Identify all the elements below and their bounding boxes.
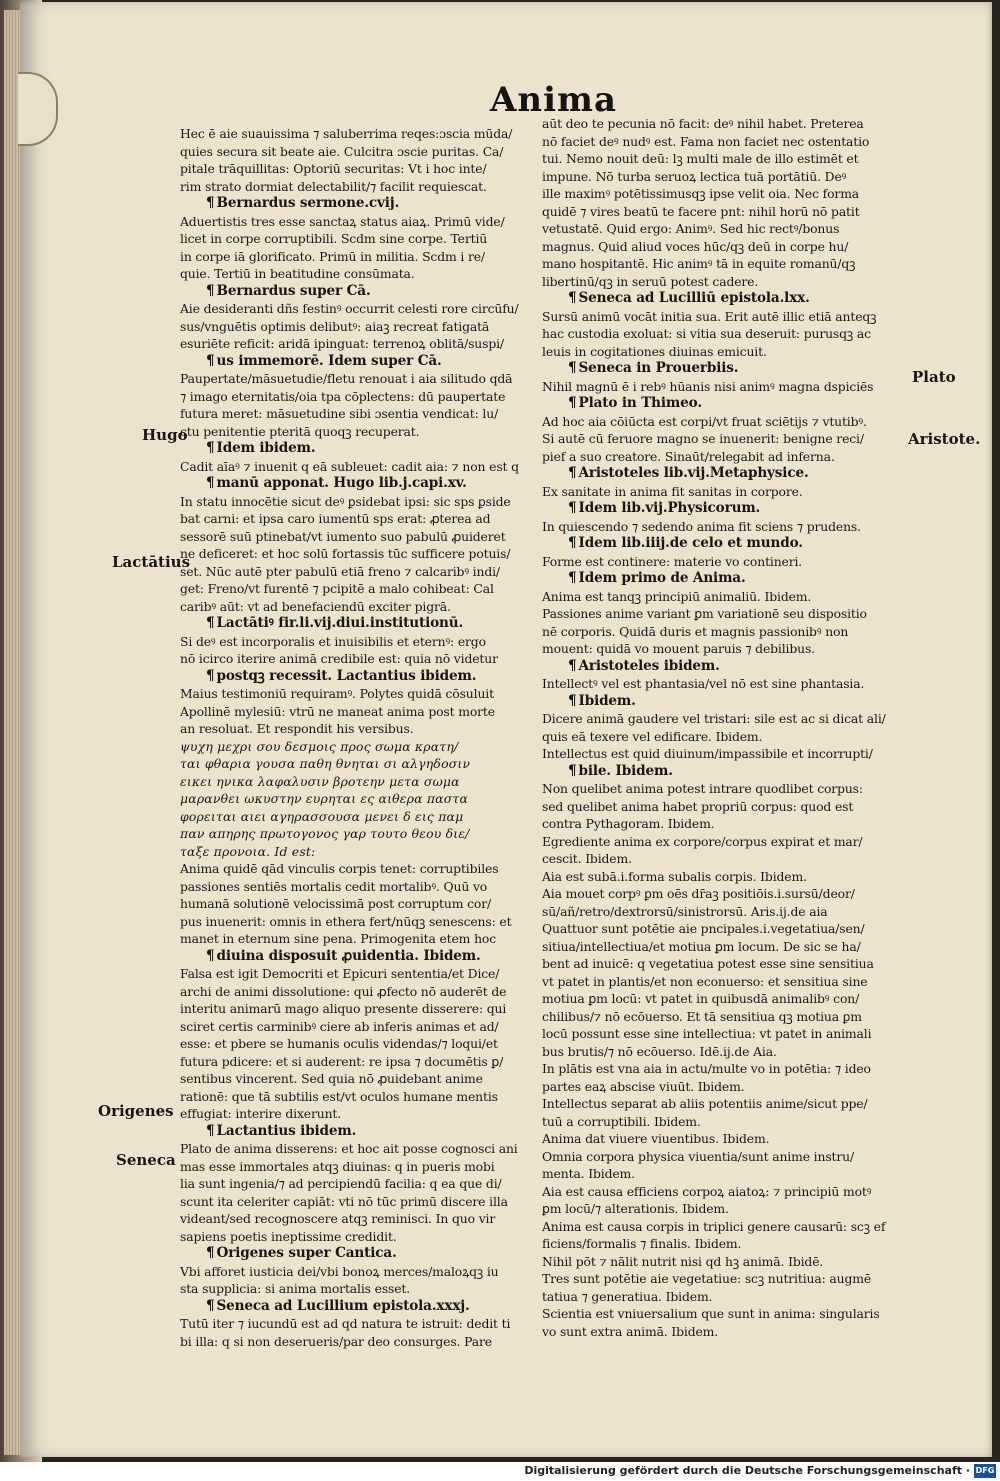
source-heading: ¶ Plato in Thimeo. xyxy=(542,395,912,413)
text-column-right xyxy=(542,115,912,1340)
text-line: an resoluat. Et respondit his versibus. xyxy=(180,721,414,736)
text-line: sū/añ/retro/dextrorsū/sinistrorsū. Aris.ij.de aia xyxy=(542,903,828,919)
text-line: ⁊ imago eternitatis/oia tpa cōplectens: dū paupertate xyxy=(180,388,506,404)
margin-name-hugo: Hugo xyxy=(142,426,188,444)
text-line: ταξε προνοια. Id est: xyxy=(180,843,316,859)
text-line: Scientia est vniuersalium que sunt in anima: singularis xyxy=(542,1306,880,1321)
text-line: bat carni: et ipsa caro iumentū sps erat: ꝓterea ad xyxy=(180,511,491,526)
text-line: caribꝰ aūt: vt ad benefaciendū exciter pigrā. xyxy=(180,598,451,614)
text-line: μαρανθει ωκυστην ευρηται ες αιθερα παστα xyxy=(180,791,469,806)
text-line: ψυχη μεχρι σου δεσμοις προς σωμα κρατη/ xyxy=(180,738,459,754)
text-line: quis eā texere vel edificare. Ibidem. xyxy=(542,728,763,744)
source-heading: ¶ Idem primo de Anima. xyxy=(542,570,912,588)
page-heading: Anima xyxy=(490,80,618,120)
text-line: In statu innocētie sicut deꝰ ꝑsidebat ipsi: sic sps ꝑside xyxy=(180,493,511,509)
text-line: Aduertistis tres esse sanctaꝝ status aiaꝝ. Primū vide/ xyxy=(180,213,505,229)
text-line: videant/sed recognoscere atqꝫ reminisci. In quo vir xyxy=(180,1211,496,1226)
text-line: Forme est continere: materie vo contineri. xyxy=(542,553,803,569)
page-clip xyxy=(18,72,58,146)
text-line: quidē ⁊ vires beatū te facere pnt: nihil horū nō patit xyxy=(542,203,860,219)
text-line: Vbi afforet iusticia dei/vbi bonoꝝ merces/maloꝝqꝫ iu xyxy=(180,1263,499,1279)
text-line: libertinū/qꝫ in seruū potest cadere. xyxy=(542,273,759,289)
text-line: quie. Tertiū in beatitudine consūmata. xyxy=(180,266,415,281)
text-line: futura pdicere: et si auderent: re ipsa ⁊ documētis ꝑ/ xyxy=(180,1053,504,1069)
text-line: nō faciet deꝰ nudꝰ est. Fama non faciet nec ostentatio xyxy=(542,133,870,149)
text-line: tui. Nemo nouit deū: lꝫ multi male de illo estimēt et xyxy=(542,151,859,166)
text-line: sed quelibet anima habet propriū corpus: quod est xyxy=(542,798,854,814)
source-heading: ¶ diuina disposuit ꝓuidentia. Ibidem. xyxy=(180,948,532,966)
text-line: esse: et pbere se humanis oculis videndas/⁊ loqui/et xyxy=(180,1036,498,1051)
footer-bar xyxy=(0,1462,1000,1481)
text-line: leuis in cogitationes diuinas emicuit. xyxy=(542,343,767,359)
text-line: Maius testimoniū requiramꝰ. Polytes quidā cōsuluit xyxy=(180,686,494,701)
text-line: locū possunt esse sine intellectiua: vt patet in animali xyxy=(542,1026,872,1041)
source-heading: ¶ postqꝫ recessit. Lactantius ibidem. xyxy=(180,668,532,686)
text-line: nō icirco iterire animā credibile est: quia nō videtur xyxy=(180,651,498,666)
text-line: mouent: quidā vo mouent paruis ⁊ debilibus. xyxy=(542,641,815,656)
source-heading: ¶ Origenes super Cantica. xyxy=(180,1245,532,1263)
text-line: Tres sunt potētie aie vegetatiue: scꝫ nutritiua: augmē xyxy=(542,1271,872,1286)
text-line: Aie desideranti dñs festinꝰ occurrit celesti rore circūfu/ xyxy=(180,301,519,316)
text-line: get: Freno/vt furentē ⁊ pcipitē a malo cohibeat: Cal xyxy=(180,581,494,596)
text-line: Anima dat viuere viuentibus. Ibidem. xyxy=(542,1131,770,1146)
text-line: sitiua/intellectiua/et motiua ꝑm locum. De sic se ha/ xyxy=(542,938,861,954)
text-line: magnus. Quid aliud voces hūc/qꝫ deū in corpe hu/ xyxy=(542,238,849,254)
text-line: quies secura sit beate aie. Culcitra ɔscie puritas. Ca/ xyxy=(180,143,504,159)
margin-name-seneca: Seneca xyxy=(116,1151,176,1169)
text-line: Cadit aīaꝰ ⁊ inuenit q eā subleuet: cadit aia: ⁊ non est q xyxy=(180,458,519,474)
text-line: vo sunt extra animā. Ibidem. xyxy=(542,1323,719,1339)
text-line: Egrediente anima ex corpore/corpus expirat et mar/ xyxy=(542,833,863,849)
text-line: Intellectus est quid diuinum/impassibile et incorrupti/ xyxy=(542,746,873,761)
text-line: tuū a corruptibili. Ibidem. xyxy=(542,1113,701,1129)
source-heading: ¶ Lactātiꝰ fir.li.vij.diui.institutionū. xyxy=(180,615,532,633)
source-heading: ¶ us immemorē. Idem super Cā. xyxy=(180,353,532,371)
text-line: sessorē suū ptinebat/vt iumento suo pabulū ꝓuideret xyxy=(180,528,506,544)
text-line: contra Pythagoram. Ibidem. xyxy=(542,816,715,831)
text-line: bent ad inuicē: q vegetatiua potest esse sine sensitiua xyxy=(542,956,874,971)
text-line: esuriēte reficit: aridā ipinguat: terrenoꝝ oblitā/suspi/ xyxy=(180,336,504,351)
dfg-logo-icon: DFG xyxy=(974,1464,996,1478)
source-heading: ¶ Seneca in Prouerbiis. xyxy=(542,360,912,378)
text-line: In plātis est vna aia in actu/multe vo in potētia: ⁊ ideo xyxy=(542,1061,871,1076)
text-line: In quiescendo ⁊ sedendo anima fit sciens ⁊ prudens. xyxy=(542,518,861,534)
text-line: pitale trāquillitas: Optoriū securitas: Vt i hoc inte/ xyxy=(180,161,487,176)
text-column-left xyxy=(180,125,532,1350)
text-line: sentibus vincerent. Sed quia nō ꝓuidebant anime xyxy=(180,1071,483,1086)
text-line: chilibus/⁊ nō ecōuerso. Et tā sensitiua qꝫ motiua ꝑm xyxy=(542,1008,862,1024)
text-line: φορειται αιει αγηρασσουσα μενει δ εις παμ xyxy=(180,808,464,824)
text-line: Quattuor sunt potētie aie pncipales.i.vegetatiua/sen/ xyxy=(542,921,865,936)
text-line: Anima quidē qād vinculis corpis tenet: corruptibiles xyxy=(180,861,499,876)
source-heading: ¶ Lactantius ibidem. xyxy=(180,1123,532,1141)
text-line: Aia est causa efficiens corpoꝝ aiatoꝝ: ⁊ principiū motꝰ xyxy=(542,1183,872,1199)
text-line: Dicere animā gaudere vel tristari: sile est ac si dicat ali/ xyxy=(542,711,886,726)
text-line: sus/vnguētis optimis delibutꝰ: aiaꝫ recreat fatigatā xyxy=(180,318,490,334)
text-line: Aia mouet corpꝰ ꝑm oēs dr̄aꝫ positiōis.i.sursū/deor/ xyxy=(542,886,855,901)
source-heading: ¶ Idem lib.vij.Physicorum. xyxy=(542,500,912,518)
source-heading: ¶ Ibidem. xyxy=(542,693,912,711)
text-line: Intellectꝰ vel est phantasia/vel nō est sine phantasia. xyxy=(542,676,865,691)
text-line: Hec ē aie suauissima ⁊ saluberrima reqes:ɔscia mūda/ xyxy=(180,126,513,141)
text-line: Passiones anime variant ꝑm variationē seu dispositio xyxy=(542,606,867,621)
text-line: sapiens poetis ineptissime credidit. xyxy=(180,1228,397,1244)
text-line: mano hospitantē. Hic animꝰ tā in equite romanū/qꝫ xyxy=(542,256,856,271)
text-line: Falsa est igit Democriti et Epicuri sententia/et Dice/ xyxy=(180,966,500,981)
text-line: Si deꝰ est incorporalis et inuisibilis et eternꝰ: ergo xyxy=(180,633,486,649)
text-line: Non quelibet anima potest intrare quodlibet corpus: xyxy=(542,781,863,796)
text-line: in corpe iā glorificato. Primū in militia. Scdm i re/ xyxy=(180,248,485,264)
text-line: vt patet in plantis/et non econuerso: et sensitiua sine xyxy=(542,973,868,989)
text-line: nē corporis. Quidā duris et magnis passionibꝰ non xyxy=(542,623,849,639)
text-line: ficiens/formalis ⁊ finalis. Ibidem. xyxy=(542,1236,742,1251)
text-line: manet in eternum sine pena. Primogenita etem hoc xyxy=(180,931,497,946)
text-line: sta supplicia: si anima mortalis esset. xyxy=(180,1281,411,1296)
text-line: scunt ita celeriter capiāt: vti nō tūc primū discere illa xyxy=(180,1193,508,1209)
source-heading: ¶ manū apponat. Hugo lib.j.capi.xv. xyxy=(180,475,532,493)
text-line: interitu animarū mago aliquo presente disserere: qui xyxy=(180,1001,507,1016)
text-line: Anima est causa corpis in triplici genere causarū: scꝫ ef xyxy=(542,1218,886,1234)
text-line: Plato de anima disserens: et hoc ait posse cognosci ani xyxy=(180,1141,518,1156)
text-line: Omnia corpora physica viuentia/sunt anime instru/ xyxy=(542,1148,854,1164)
text-line: vetustatē. Quid ergo: Animꝰ. Sed hic rectꝰ/bonus xyxy=(542,221,840,236)
text-line: licet in corpe corruptibili. Scdm sine corpe. Tertiū xyxy=(180,231,488,246)
margin-name-aristoteles: Aristote. xyxy=(908,430,981,448)
text-line: ται φθαρια γουσα παθη θνηται σι αλγηδοσιν xyxy=(180,756,471,771)
margin-name-lactantius: Lactātius xyxy=(112,553,191,571)
text-line: Tutū iter ⁊ iucundū est ad qd natura te istruit: dedit ti xyxy=(180,1316,511,1331)
source-heading: ¶ Idem ibidem. xyxy=(180,440,532,458)
text-line: ille maximꝰ potētissimusqꝫ ipse velit oia. Nec forma xyxy=(542,186,860,201)
text-line: pief a suo creatore. Sinaūt/relegabit ad inferna. xyxy=(542,448,835,464)
funding-notice: Digitalisierung gefördert durch die Deutsche Forschungsgemeinschaft · xyxy=(524,1464,970,1477)
text-line: sciret certis carminibꝰ ciere ab inferis animas et ad/ xyxy=(180,1018,499,1034)
text-line: partes eaꝝ abscise viuūt. Ibidem. xyxy=(542,1078,745,1094)
source-heading: ¶ Seneca ad Lucilliū epistola.lxx. xyxy=(542,290,912,308)
text-line: mas esse immortales atqꝫ diuinas: q in pueris mobi xyxy=(180,1158,495,1174)
text-line: impune. Nō turba seruoꝝ lectica tuā portātiū. Deꝰ xyxy=(542,168,847,184)
text-line: Sursū animū vocāt initia sua. Erit autē illic etiā anteqꝫ xyxy=(542,308,877,324)
text-line: Aia est subā.i.forma subalis corpis. Ibidem. xyxy=(542,868,807,884)
text-line: menta. Ibidem. xyxy=(542,1166,635,1181)
text-line: Nihil magnū ē i rebꝰ hūanis nisi animꝰ magna dspiciēs xyxy=(542,378,874,394)
text-line: futura meret: māsuetudine sibi ɔsentia vendicat: lu/ xyxy=(180,406,499,421)
text-line: Intellectus separat ab aliis potentiis anime/sicut ppe/ xyxy=(542,1096,868,1111)
margin-name-plato: Plato xyxy=(912,368,956,386)
text-line: Apollinē mylesiū: vtrū ne maneat anima post morte xyxy=(180,703,495,719)
text-line: Paupertate/māsuetudie/fletu renouat i aia silitudo qdā xyxy=(180,371,513,386)
text-line: Ex sanitate in anima fit sanitas in corpore. xyxy=(542,483,803,499)
source-heading: ¶ Idem lib.iiij.de celo et mundo. xyxy=(542,535,912,553)
text-line: rim strato dormiat delectabilit/⁊ facilit requiescat. xyxy=(180,178,487,194)
text-line: motiua ꝑm locū: vt patet in quibusdā animalibꝰ con/ xyxy=(542,991,860,1006)
source-heading: ¶ Aristoteles ibidem. xyxy=(542,658,912,676)
text-line: archi de animi dissolutione: qui ꝓfecto nō auderēt de xyxy=(180,983,507,999)
text-line: rationē: que tā subtilis est/vt oculos humane mentis xyxy=(180,1088,498,1104)
source-heading: ¶ Seneca ad Lucillium epistola.xxxj. xyxy=(180,1298,532,1316)
text-line: lia sunt ingenia/⁊ ad percipiendū facilia: q ea que di/ xyxy=(180,1176,502,1191)
source-heading: ¶ Bernardus super Cā. xyxy=(180,283,532,301)
text-line: humanā solutionē velocissimā post corruptum cor/ xyxy=(180,896,492,911)
source-heading: ¶ Aristoteles lib.vij.Metaphysice. xyxy=(542,465,912,483)
text-line: tatiua ⁊ generatiua. Ibidem. xyxy=(542,1288,713,1304)
text-line: ctu penitentie pteritā quoqꝫ recuperat. xyxy=(180,423,420,439)
margin-name-origenes: Origenes xyxy=(98,1102,174,1120)
text-line: bi illa: q si non deserueris/par deo consurges. Pare xyxy=(180,1333,492,1349)
text-line: set. Nūc autē pter pabulū etiā freno ⁊ calcaribꝰ indi/ xyxy=(180,563,500,579)
text-line: παν απηρης πρωτογονος γαρ τουτο θεου διε/ xyxy=(180,826,470,841)
source-heading: ¶ bile. Ibidem. xyxy=(542,763,912,781)
text-line: pus inuenerit: omnis in ethera fert/nūqꝫ senescens: et xyxy=(180,913,512,929)
text-line: aūt deo te pecunia nō facit: deꝰ nihil habet. Preterea xyxy=(542,116,864,131)
text-line: passiones sentiēs mortalis cedit mortalibꝰ. Quū vo xyxy=(180,878,488,894)
text-line: Si autē cū feruore magno se inuenerit: benigne reci/ xyxy=(542,431,864,446)
text-line: Nihil pōt ⁊ nālit nutrit nisi qd hꝫ animā. Ibidē. xyxy=(542,1253,824,1269)
text-line: bus brutis/⁊ nō ecōuerso. Idē.ij.de Aia. xyxy=(542,1043,777,1059)
text-line: ꝑm locū/⁊ alterationis. Ibidem. xyxy=(542,1201,729,1216)
text-line: Ad hoc aia cōiūcta est corpi/vt fruat sciētijs ⁊ vtutibꝰ. xyxy=(542,413,867,429)
text-line: effugiat: interire dixerunt. xyxy=(180,1106,342,1121)
text-line: cescit. Ibidem. xyxy=(542,851,632,866)
text-line: ne deficeret: et hoc solū fortassis tūc sufficere potuis/ xyxy=(180,546,511,561)
text-line: εικει ηνικα λαφαλυσιν βροτεην μετα σωμα xyxy=(180,773,460,789)
text-line: hac custodia exoluat: si vitia sua deseruit: purusqꝫ ac xyxy=(542,326,871,341)
text-line: Anima est tanqꝫ principiū animaliū. Ibidem. xyxy=(542,588,812,604)
source-heading: ¶ Bernardus sermone.cvij. xyxy=(180,195,532,213)
